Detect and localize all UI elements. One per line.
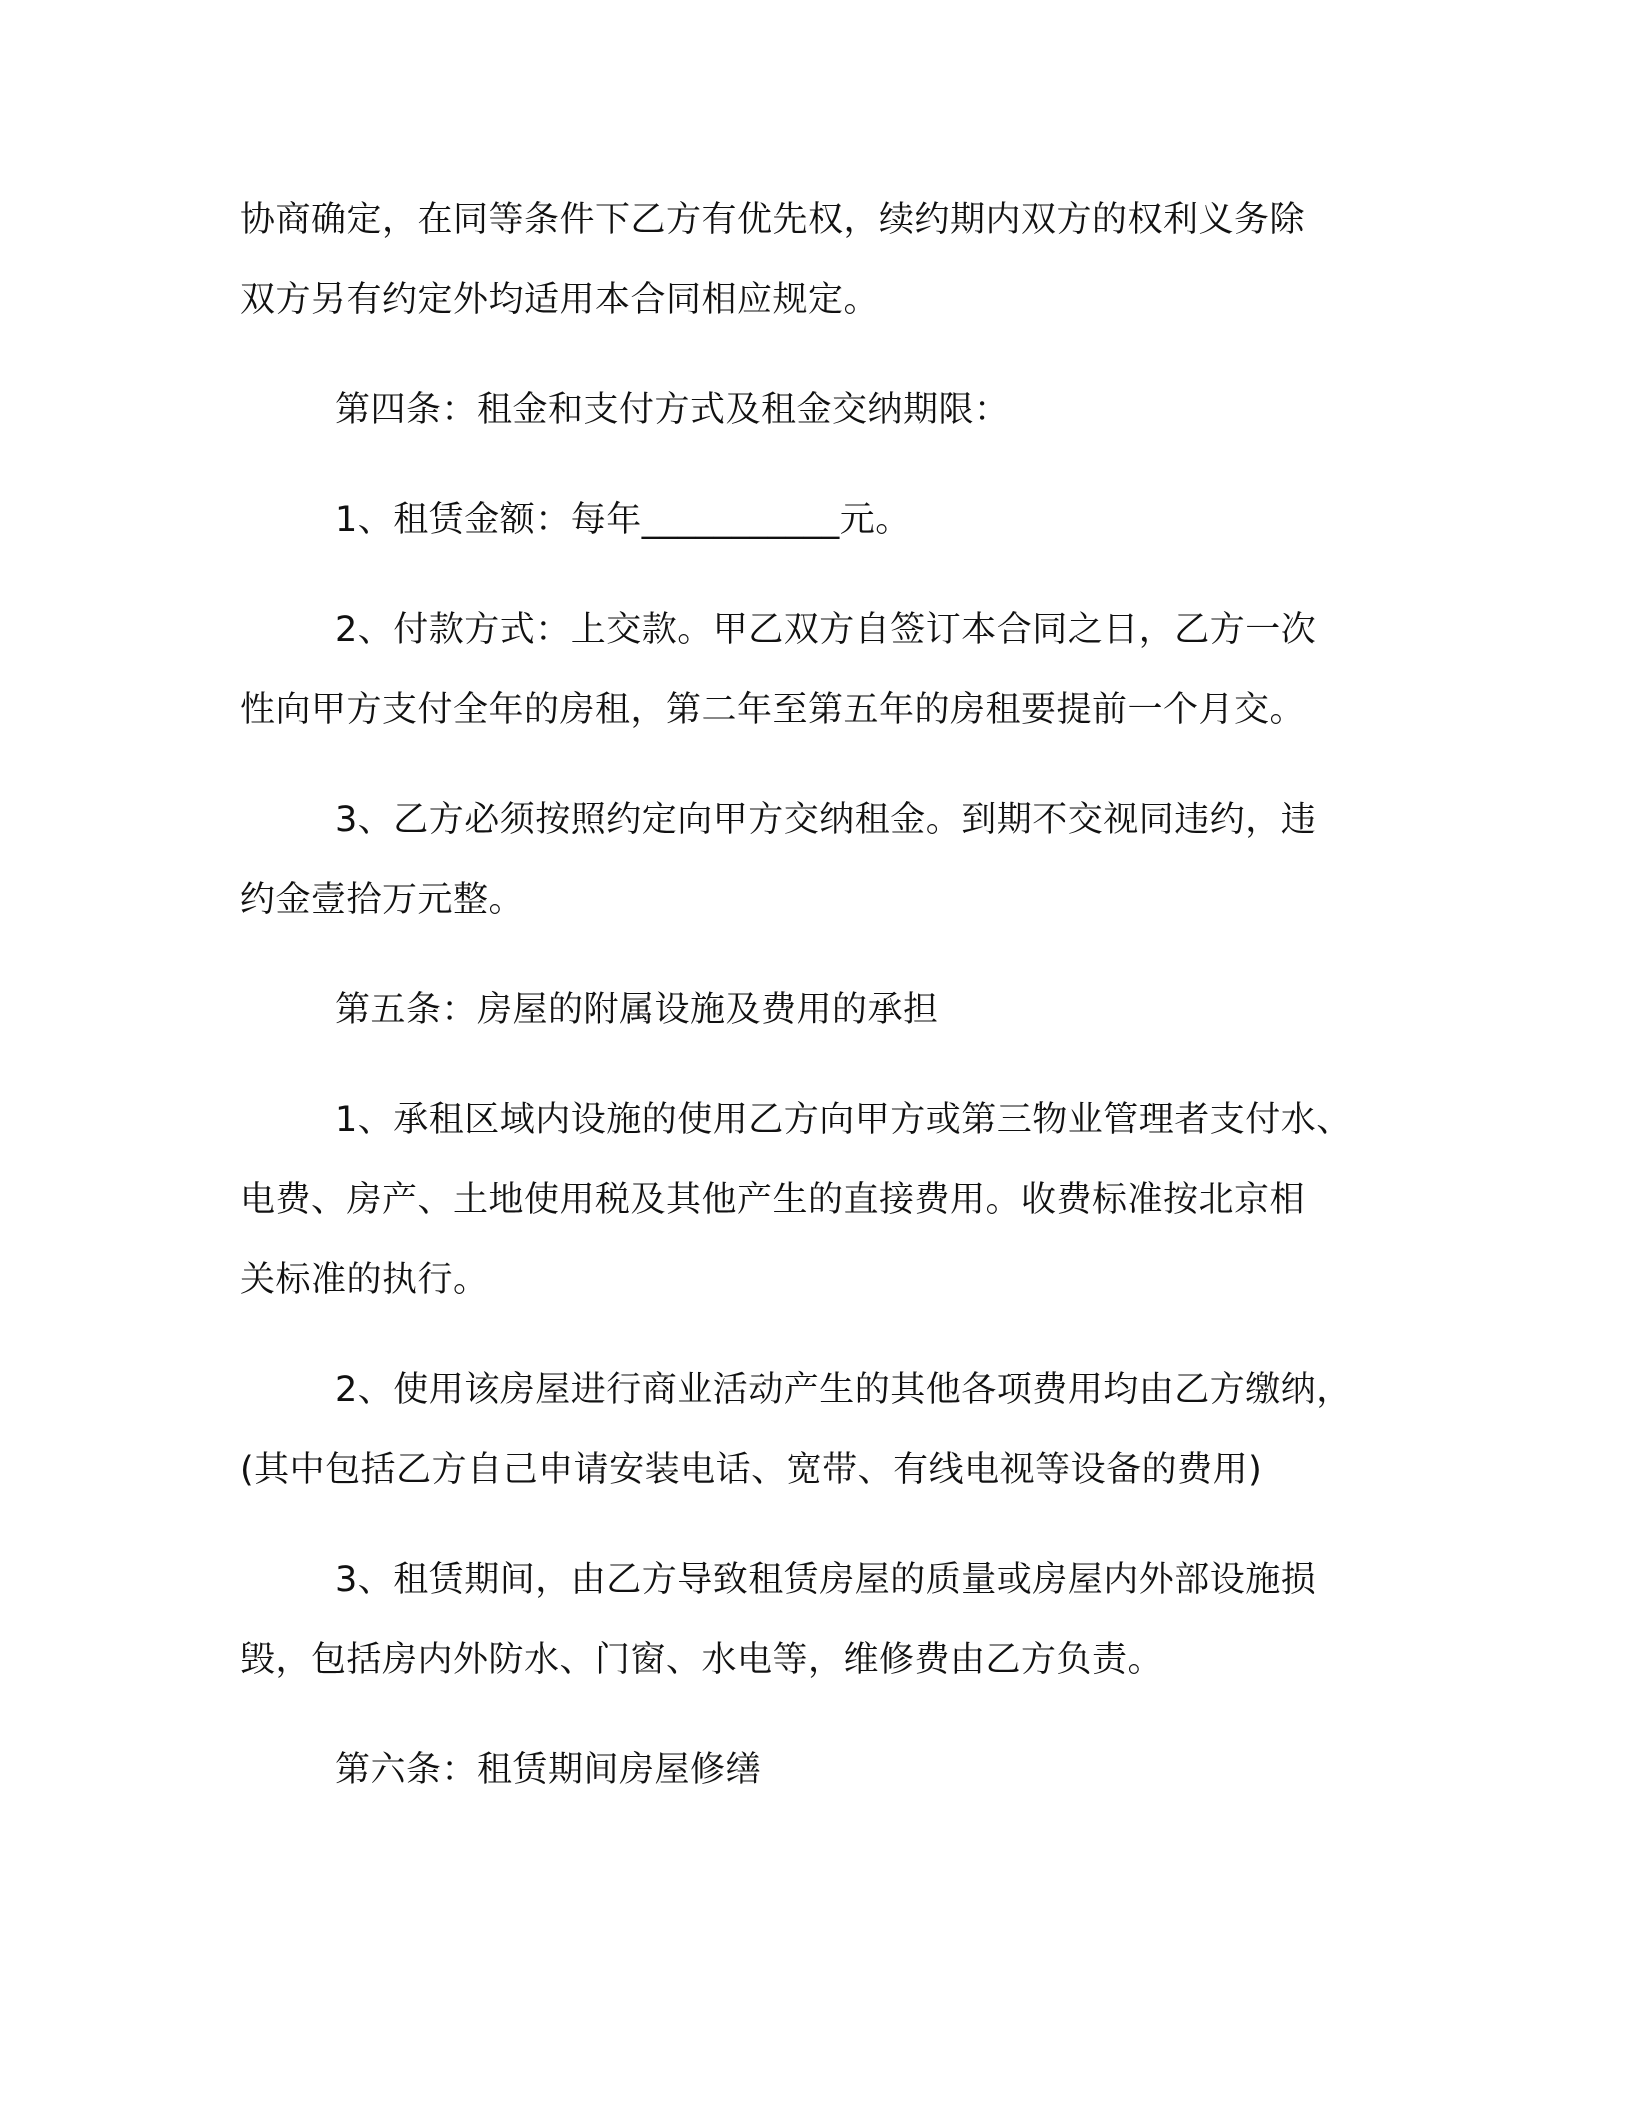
document-page — [240, 180, 1385, 1810]
text-line: 2、使用该房屋进行商业活动产生的其他各项费用均由乙方缴纳， — [335, 1370, 1352, 1410]
text-line: 双方另有约定外均适用本合同相应规定。 — [240, 280, 880, 320]
text-line: 3、租赁期间，由乙方导致租赁房屋的质量或房屋内外部设施损 — [335, 1560, 1317, 1600]
article-heading: 第五条：房屋的附属设施及费用的承担 — [335, 990, 939, 1030]
text-line: 3、乙方必须按照约定向甲方交纳租金。到期不交视同违约，违 — [335, 800, 1317, 840]
text-line: 性向甲方支付全年的房租，第二年至第五年的房租要提前一个月交。 — [240, 690, 1306, 730]
text-line: 2、付款方式：上交款。甲乙双方自签订本合同之日，乙方一次 — [335, 610, 1317, 650]
text-line: 关标准的执行。 — [240, 1260, 489, 1300]
text-line: 电费、房产、土地使用税及其他产生的直接费用。收费标准按北京相 — [240, 1180, 1306, 1220]
article-heading: 第四条：租金和支付方式及租金交纳期限： — [335, 390, 1010, 430]
text-line: 1、承租区域内设施的使用乙方向甲方或第三物业管理者支付水、 — [335, 1100, 1352, 1140]
text-line: 毁，包括房内外防水、门窗、水电等，维修费由乙方负责。 — [240, 1640, 1164, 1680]
article-heading: 第六条：租赁期间房屋修缮 — [335, 1750, 762, 1790]
text-line: 1、租赁金额：每年___________元。 — [335, 500, 911, 540]
text-line: 约金壹拾万元整。 — [240, 880, 525, 920]
text-line: (其中包括乙方自己申请安装电话、宽带、有线电视等设备的费用) — [240, 1450, 1263, 1490]
text-line: 协商确定，在同等条件下乙方有优先权，续约期内双方的权利义务除 — [240, 200, 1306, 240]
